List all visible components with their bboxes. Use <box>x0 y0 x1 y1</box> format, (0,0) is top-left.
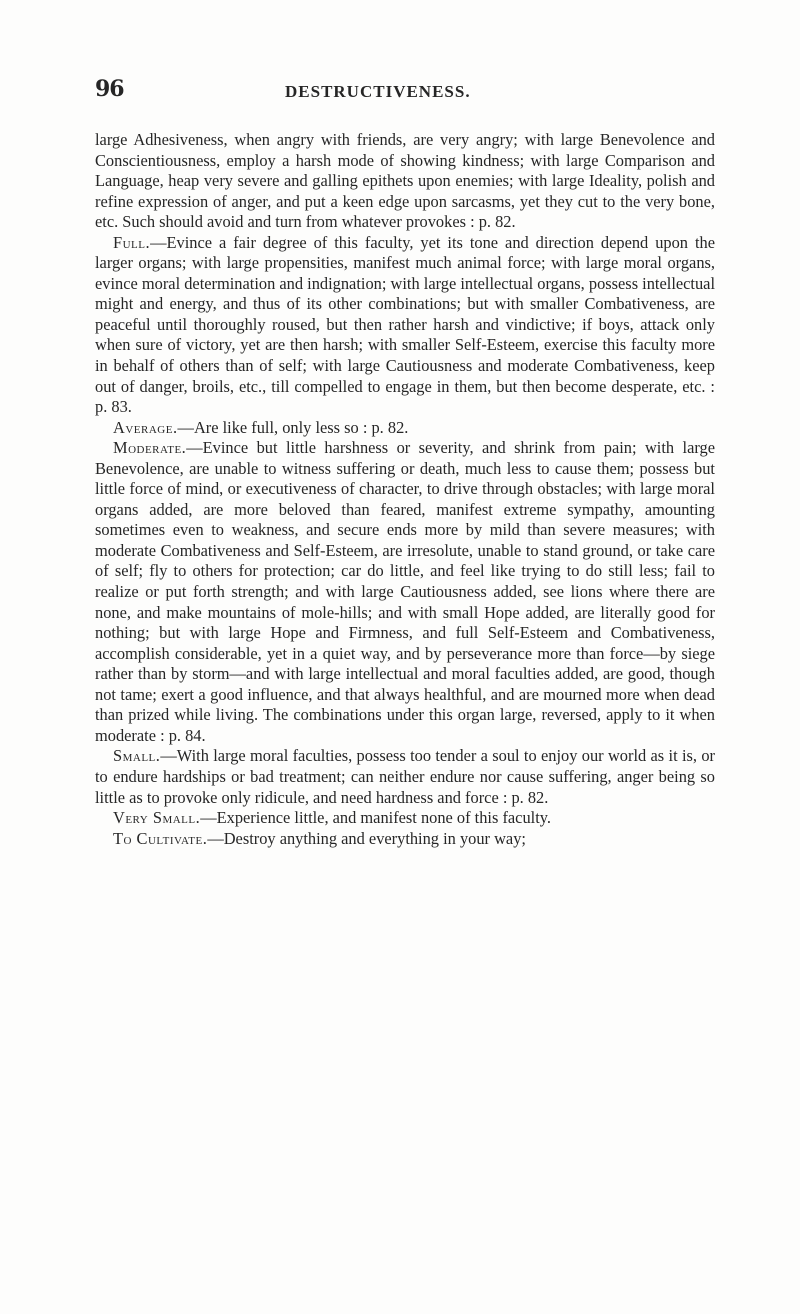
paragraph-very-small <box>95 808 715 829</box>
paragraph-text: —Are like full, only less so : p. 82. <box>177 417 409 437</box>
paragraph-moderate <box>95 438 715 746</box>
paragraph-small <box>95 746 715 808</box>
running-head: DESTRUCTIVENESS. <box>285 82 471 101</box>
section-heading-full: Full. <box>113 232 151 252</box>
section-heading-moderate: Moderate. <box>113 438 187 458</box>
paragraph-to-cultivate <box>95 829 715 850</box>
paragraph-continuation <box>95 130 715 233</box>
paragraph-full <box>95 233 715 418</box>
page-number: 96 <box>95 76 124 102</box>
paragraph-text: —Evince a fair degree of this faculty, yet its tone and direction depend upon the larger organs; with large propensities, manifest much animal force; with large moral organs, evince moral determination and indignation; with large intellectual organs, possess intellectual might and energy, and thus of its other combinations; but with smaller Combativeness, are peaceful until thoroughly roused, but then rather harsh and vindictive; if boys, attack only when sure of victory, yet are then harsh; with smaller Self-Esteem, exercise this faculty more in behalf of others than of self; with large Cautiousness and moderate Combativeness, keep out of danger, broils, etc., till compelled to engage in them, but then become desperate, etc. : p. 83. <box>95 232 715 417</box>
paragraph-text: —With large moral faculties, possess too tender a soul to enjoy our world as it is, or to endure hardships or bad treatment; can neither endure nor cause suffering, anger being so little as to provoke only ridicule, and need hardness and force : p. 82. <box>95 746 715 807</box>
section-heading-very-small: Very Small. <box>113 808 201 828</box>
paragraph-text: —Destroy anything and everything in your way; <box>207 828 526 848</box>
section-heading-to-cultivate: To Cultivate. <box>113 828 208 848</box>
paragraph-text: —Evince but little harshness or severity, and shrink from pain; with large Benevolence, are unable to witness suffering or death, much less to cause them; possess but little force of mind, or executiveness of character, to drive through obstacles; with large moral organs added, are more beloved than feared, manifest extreme sympathy, amounting sometimes even to weakness, and secure ends more by mild than severe measures; with moderate Combativeness and Self-Esteem, are irresolute, unable to stand ground, or take care of self; fly to others for protection; car do little, and feel like trying to do still less; fail to realize or put forth strength; and with large Cautiousness added, see lions where there are none, and make mountains of mole-hills; and with small Hope added, are literally good for nothing; but with large Hope and Firmness, and full Self-Esteem and Combativeness, accomplish considerable, yet in a quiet way, and by perseverance more than force—by siege rather than by storm—and with large intellectual and moral faculties added, are good, though not tame; exert a good influence, and that always healthful, and are mourned more when dead than prized while living. The combinations under this organ large, reversed, apply to it when moderate : p. 84. <box>95 438 715 745</box>
page-header <box>95 76 715 106</box>
paragraph-text: large Adhesiveness, when angry with friends, are very angry; with large Benevolence and Conscientiousness, employ a harsh mode of showing kindness; with large Comparison and Language, heap very severe and galling epithets upon enemies; with large Ideality, polish and refine expression of anger, and put a keen edge upon sarcasms, yet they cut to the very bone, etc. Such should avoid and turn from whatever provokes : p. 82. <box>95 130 715 232</box>
section-heading-average: Average. <box>113 417 178 437</box>
paragraph-average <box>95 418 715 439</box>
paragraph-text: —Experience little, and manifest none of this faculty. <box>200 808 551 828</box>
body-text <box>95 130 715 849</box>
section-heading-small: Small. <box>113 746 161 766</box>
